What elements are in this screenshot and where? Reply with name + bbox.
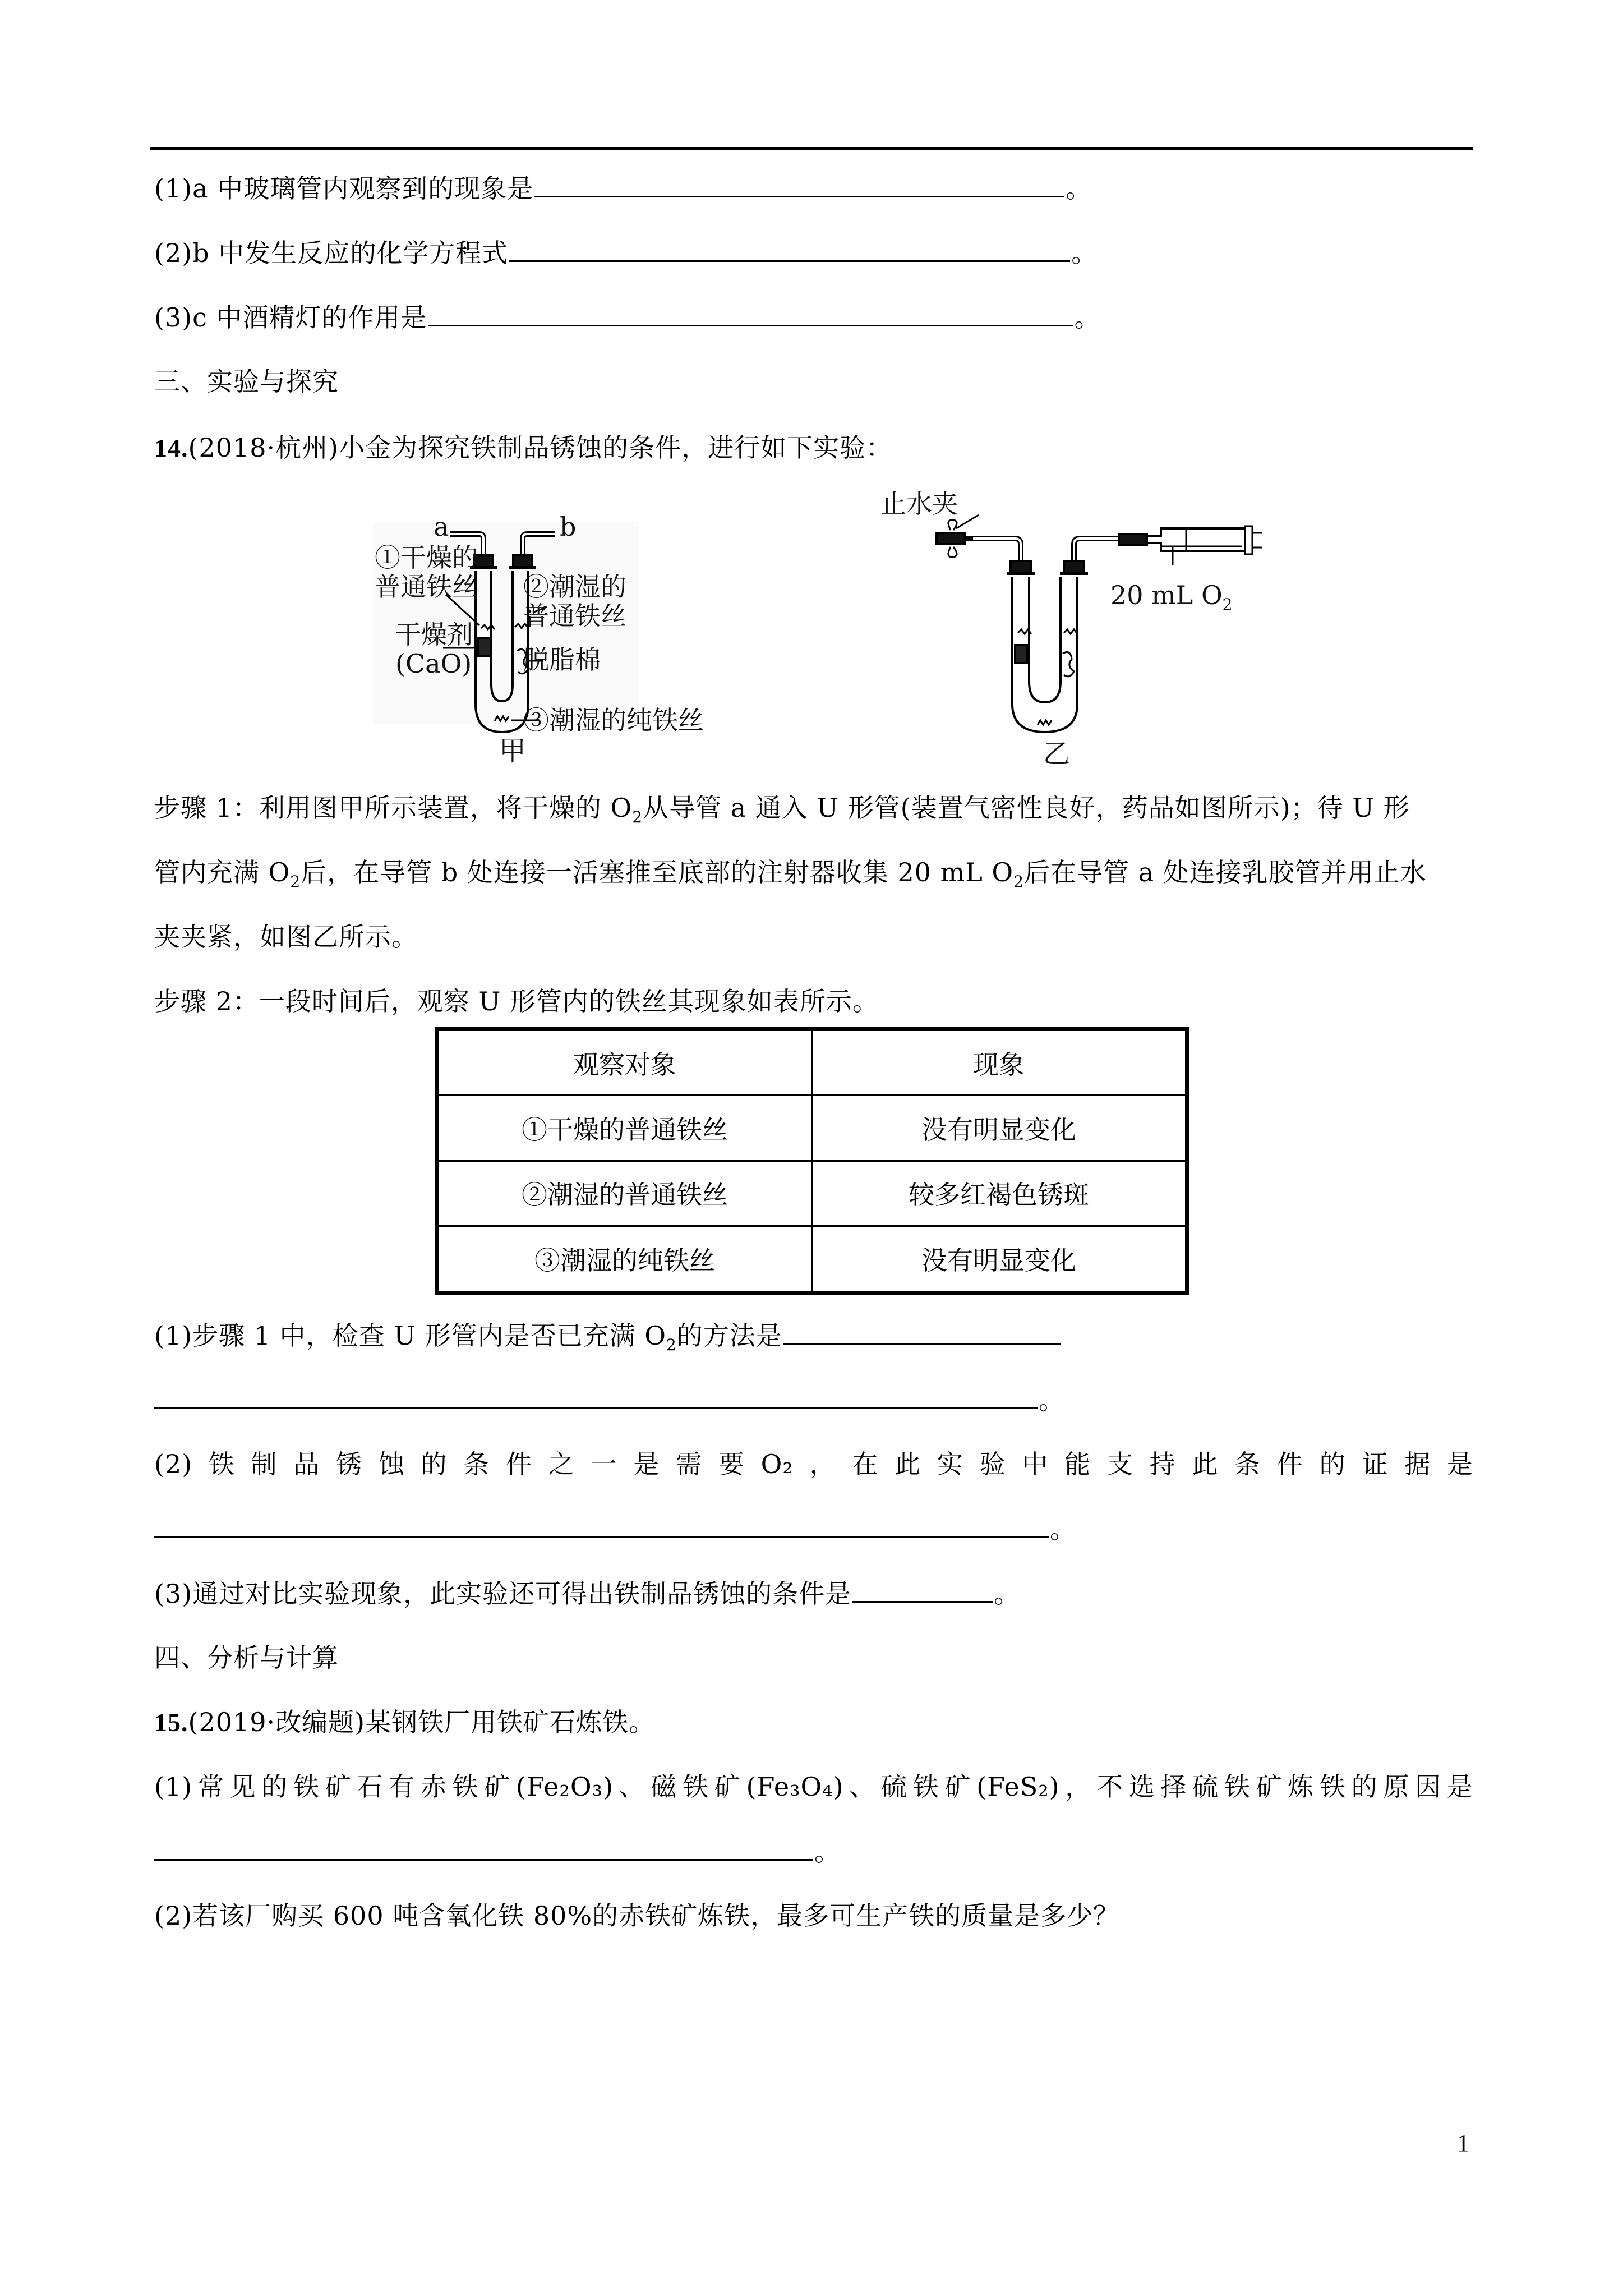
experiment-figure — [365, 482, 1262, 774]
table-row — [437, 1096, 1187, 1161]
justified-char: 件 — [506, 1449, 533, 1479]
justified-char: 不 — [1097, 1772, 1124, 1802]
q14-sub2 — [154, 1447, 1473, 1481]
justified-char: 矿 — [944, 1772, 971, 1802]
justified-char: 的 — [1319, 1449, 1346, 1479]
text: 管内充满 O — [154, 857, 291, 887]
syringe-barrel — [1147, 528, 1245, 551]
justified-char: 条 — [1234, 1449, 1261, 1479]
table-cell: ③潮湿的纯铁丝 — [437, 1226, 812, 1293]
q13-sub1-text: (1)a 中玻璃管内观察到的现象是 — [154, 173, 534, 204]
justified-char: 铁 — [1319, 1772, 1346, 1802]
period: 。 — [994, 1579, 1021, 1609]
justified-char: 的 — [1351, 1772, 1378, 1802]
table-cell: ②潮湿的普通铁丝 — [437, 1161, 812, 1226]
justified-char: ， — [809, 1449, 836, 1479]
justified-char: 据 — [1404, 1449, 1431, 1479]
justified-char: 在 — [852, 1449, 879, 1479]
justified-char: 铁 — [912, 1772, 939, 1802]
justified-char: 选 — [1128, 1772, 1155, 1802]
wire-3 — [495, 716, 509, 721]
page-number: 1 — [1457, 2129, 1469, 2157]
justified-char: 硫 — [881, 1772, 908, 1802]
answer-blank[interactable] — [154, 1512, 1049, 1538]
justified-char: 铁 — [683, 1772, 709, 1802]
justified-char: 、 — [849, 1772, 876, 1802]
justified-char: 蚀 — [378, 1449, 405, 1479]
figure-jia-caption: 甲 — [499, 735, 527, 767]
question-number: 15. — [154, 1708, 188, 1737]
justified-char: 此 — [895, 1449, 921, 1479]
justified-char: 此 — [1192, 1449, 1219, 1479]
subscript: 2 — [290, 872, 301, 891]
label-desiccant-line2: (CaO) — [395, 648, 472, 679]
table-header-phenomenon: 现象 — [812, 1029, 1187, 1096]
justified-char: (Fe₂O₃) — [515, 1772, 614, 1802]
q13-sub2-text: (2)b 中发生反应的化学方程式 — [154, 238, 509, 268]
period: 。 — [1071, 238, 1098, 268]
answer-blank[interactable] — [154, 1834, 813, 1861]
question-source: (2018·杭州) — [188, 432, 339, 463]
justified-char: 制 — [251, 1449, 278, 1479]
justified-char: 件 — [1276, 1449, 1303, 1479]
text: 的方法是 — [676, 1320, 782, 1351]
justified-char: 验 — [979, 1449, 1006, 1479]
q13-sub1 — [154, 171, 1092, 205]
justified-char: 中 — [1022, 1449, 1049, 1479]
u-tube-inner — [491, 571, 513, 701]
step1-line3: 夹夹紧，如图乙所示。 — [154, 922, 418, 952]
tube-a-label: a — [434, 512, 449, 542]
figure-yi — [872, 491, 1141, 726]
syringe-plunger — [1245, 526, 1262, 554]
answer-blank[interactable] — [154, 1383, 1038, 1409]
justified-char: 磁 — [651, 1772, 677, 1802]
step1-line1 — [154, 791, 1410, 825]
justified-char: 赤 — [420, 1772, 447, 1802]
question-text: 某钢铁厂用铁矿石炼铁。 — [365, 1707, 656, 1737]
label-dry-wire-line2: 普通铁丝 — [375, 572, 478, 602]
stopper-right — [513, 555, 532, 568]
section-4-title: 四、分析与计算 — [154, 1642, 339, 1673]
step1-line2 — [154, 855, 1427, 889]
label-clamp: 止水夹 — [880, 489, 958, 519]
justified-char: O₂ — [760, 1449, 794, 1479]
syringe-volume-text: 20 mL O — [1110, 580, 1223, 610]
justified-char: 能 — [1064, 1449, 1091, 1479]
justified-char: 要 — [718, 1449, 745, 1479]
period: 。 — [1050, 1514, 1076, 1544]
text: (1)步骤 1 中，检查 U 形管内是否已充满 O — [154, 1320, 667, 1351]
label-dry-wire-line1: ①干燥的 — [375, 542, 478, 573]
justified-char: 一 — [591, 1449, 617, 1479]
justified-char: 是 — [1446, 1772, 1473, 1802]
subscript: 2 — [1013, 872, 1024, 891]
section-3-title: 三、实验与探究 — [154, 366, 339, 397]
justified-char: 矿 — [714, 1772, 741, 1802]
subscript: 2 — [666, 1336, 677, 1354]
text: 后，在导管 b 处连接一活塞推至底部的注射器收集 20 mL O — [301, 857, 1014, 887]
period: 。 — [1074, 302, 1101, 333]
answer-blank[interactable] — [783, 1318, 1061, 1345]
table-cell: 较多红褐色锈斑 — [812, 1161, 1187, 1226]
justified-char: 锈 — [336, 1449, 363, 1479]
justified-char: (FeS₂) — [976, 1772, 1060, 1802]
justified-char: 石 — [357, 1772, 384, 1802]
label-moist-wire — [523, 572, 626, 631]
label-moist-wire-line1: ②潮湿的 — [523, 572, 626, 602]
justified-char: 矿 — [1256, 1772, 1283, 1802]
q14-sub2-continuation — [154, 1512, 1076, 1546]
q15-sub1-continuation — [154, 1834, 841, 1869]
figure-yi-caption: 乙 — [1043, 738, 1071, 770]
q15-stem — [154, 1705, 655, 1740]
justified-char: 证 — [1362, 1449, 1389, 1479]
justified-char: 的 — [421, 1449, 448, 1479]
table-row — [437, 1161, 1187, 1226]
q14-sub1 — [154, 1318, 1062, 1352]
tube-b-label: b — [560, 512, 577, 542]
q13-sub3-text: (3)c 中酒精灯的作用是 — [154, 302, 427, 333]
justified-char: 常 — [197, 1772, 224, 1802]
q13-sub3 — [154, 300, 1101, 334]
answer-blank[interactable] — [509, 236, 1070, 262]
observation-table — [435, 1027, 1189, 1295]
justified-char: 、 — [619, 1772, 645, 1802]
justified-char: 见 — [229, 1772, 256, 1802]
label-syringe-volume — [1110, 580, 1233, 614]
label-desiccant-line1: 干燥剂 — [395, 619, 473, 650]
table-cell: 没有明显变化 — [812, 1226, 1187, 1293]
justified-char: 择 — [1160, 1772, 1187, 1802]
text: 后在导管 a 处连接乳胶管并用止水 — [1023, 857, 1427, 887]
justified-char: 持 — [1149, 1449, 1176, 1479]
q14-sub3 — [154, 1576, 1020, 1611]
justified-char: ， — [1065, 1772, 1092, 1802]
justified-char: 支 — [1106, 1449, 1133, 1479]
question-text: 小金为探究铁制品锈蚀的条件，进行如下实验： — [339, 432, 893, 463]
subscript: 2 — [632, 808, 643, 826]
justified-char: 因 — [1415, 1772, 1442, 1802]
justified-char: 品 — [293, 1449, 320, 1479]
q14-stem — [154, 431, 892, 465]
period: 。 — [1039, 1385, 1065, 1415]
text: (3)通过对比实验现象，此实验还可得出铁制品锈蚀的条件是 — [154, 1579, 852, 1609]
justified-char: 之 — [548, 1449, 575, 1479]
justified-char: 条 — [463, 1449, 490, 1479]
label-pure-wire: ③潮湿的纯铁丝 — [523, 705, 704, 735]
label-dry-wire — [375, 543, 478, 601]
justified-char: 有 — [389, 1772, 416, 1802]
justified-char: (Fe₃O₄) — [746, 1772, 844, 1802]
justified-char: (2) — [154, 1449, 193, 1479]
text: 步骤 1：利用图甲所示装置，将干燥的 O — [154, 793, 633, 823]
desiccant — [478, 638, 491, 656]
justified-char: 铁 — [208, 1449, 235, 1479]
label-moist-wire-line2: 普通铁丝 — [523, 601, 626, 631]
table-header-object: 观察对象 — [437, 1029, 812, 1096]
answer-blank[interactable] — [534, 171, 1064, 197]
question-source: (2019·改编题) — [188, 1707, 366, 1737]
justified-char: 硫 — [1192, 1772, 1219, 1802]
justified-char: 原 — [1383, 1772, 1410, 1802]
label-cotton: 脱脂棉 — [523, 645, 601, 675]
table-cell: 没有明显变化 — [812, 1096, 1187, 1161]
justified-char: 铁 — [1224, 1772, 1251, 1802]
period: 。 — [814, 1837, 841, 1867]
table-header-row — [437, 1029, 1187, 1096]
justified-char: 矿 — [484, 1772, 511, 1802]
justified-char: (1) — [154, 1772, 193, 1802]
q13-sub2 — [154, 236, 1098, 270]
question-number: 14. — [154, 434, 188, 462]
justified-char: 是 — [633, 1449, 660, 1479]
justified-char: 需 — [676, 1449, 703, 1479]
justified-char: 实 — [937, 1449, 963, 1479]
period: 。 — [1066, 173, 1092, 204]
label-desiccant — [395, 620, 473, 678]
justified-char: 铁 — [293, 1772, 320, 1802]
q14-sub1-continuation — [154, 1383, 1065, 1417]
justified-char: 矿 — [325, 1772, 352, 1802]
justified-char: 是 — [1446, 1449, 1473, 1479]
header-rule — [150, 147, 1473, 150]
wire-1 — [481, 625, 495, 629]
q15-sub1 — [154, 1770, 1473, 1803]
table-row — [437, 1226, 1187, 1293]
subscript: 2 — [1222, 595, 1233, 614]
step2: 步骤 2：一段时间后，观察 U 形管内的铁丝其现象如表所示。 — [154, 986, 879, 1016]
justified-char: 铁 — [452, 1772, 479, 1802]
q15-sub2: (2)若该厂购买 600 吨含氧化铁 80%的赤铁矿炼铁，最多可生产铁的质量是多少？ — [154, 1901, 1120, 1931]
justified-char: 炼 — [1288, 1772, 1315, 1802]
answer-blank[interactable] — [852, 1576, 993, 1603]
justified-char: 的 — [261, 1772, 288, 1802]
text: 从导管 a 通入 U 形管(装置气密性良好，药品如图所示)；待 U 形 — [643, 793, 1410, 823]
table-cell: ①干燥的普通铁丝 — [437, 1096, 812, 1161]
answer-blank[interactable] — [428, 300, 1073, 326]
